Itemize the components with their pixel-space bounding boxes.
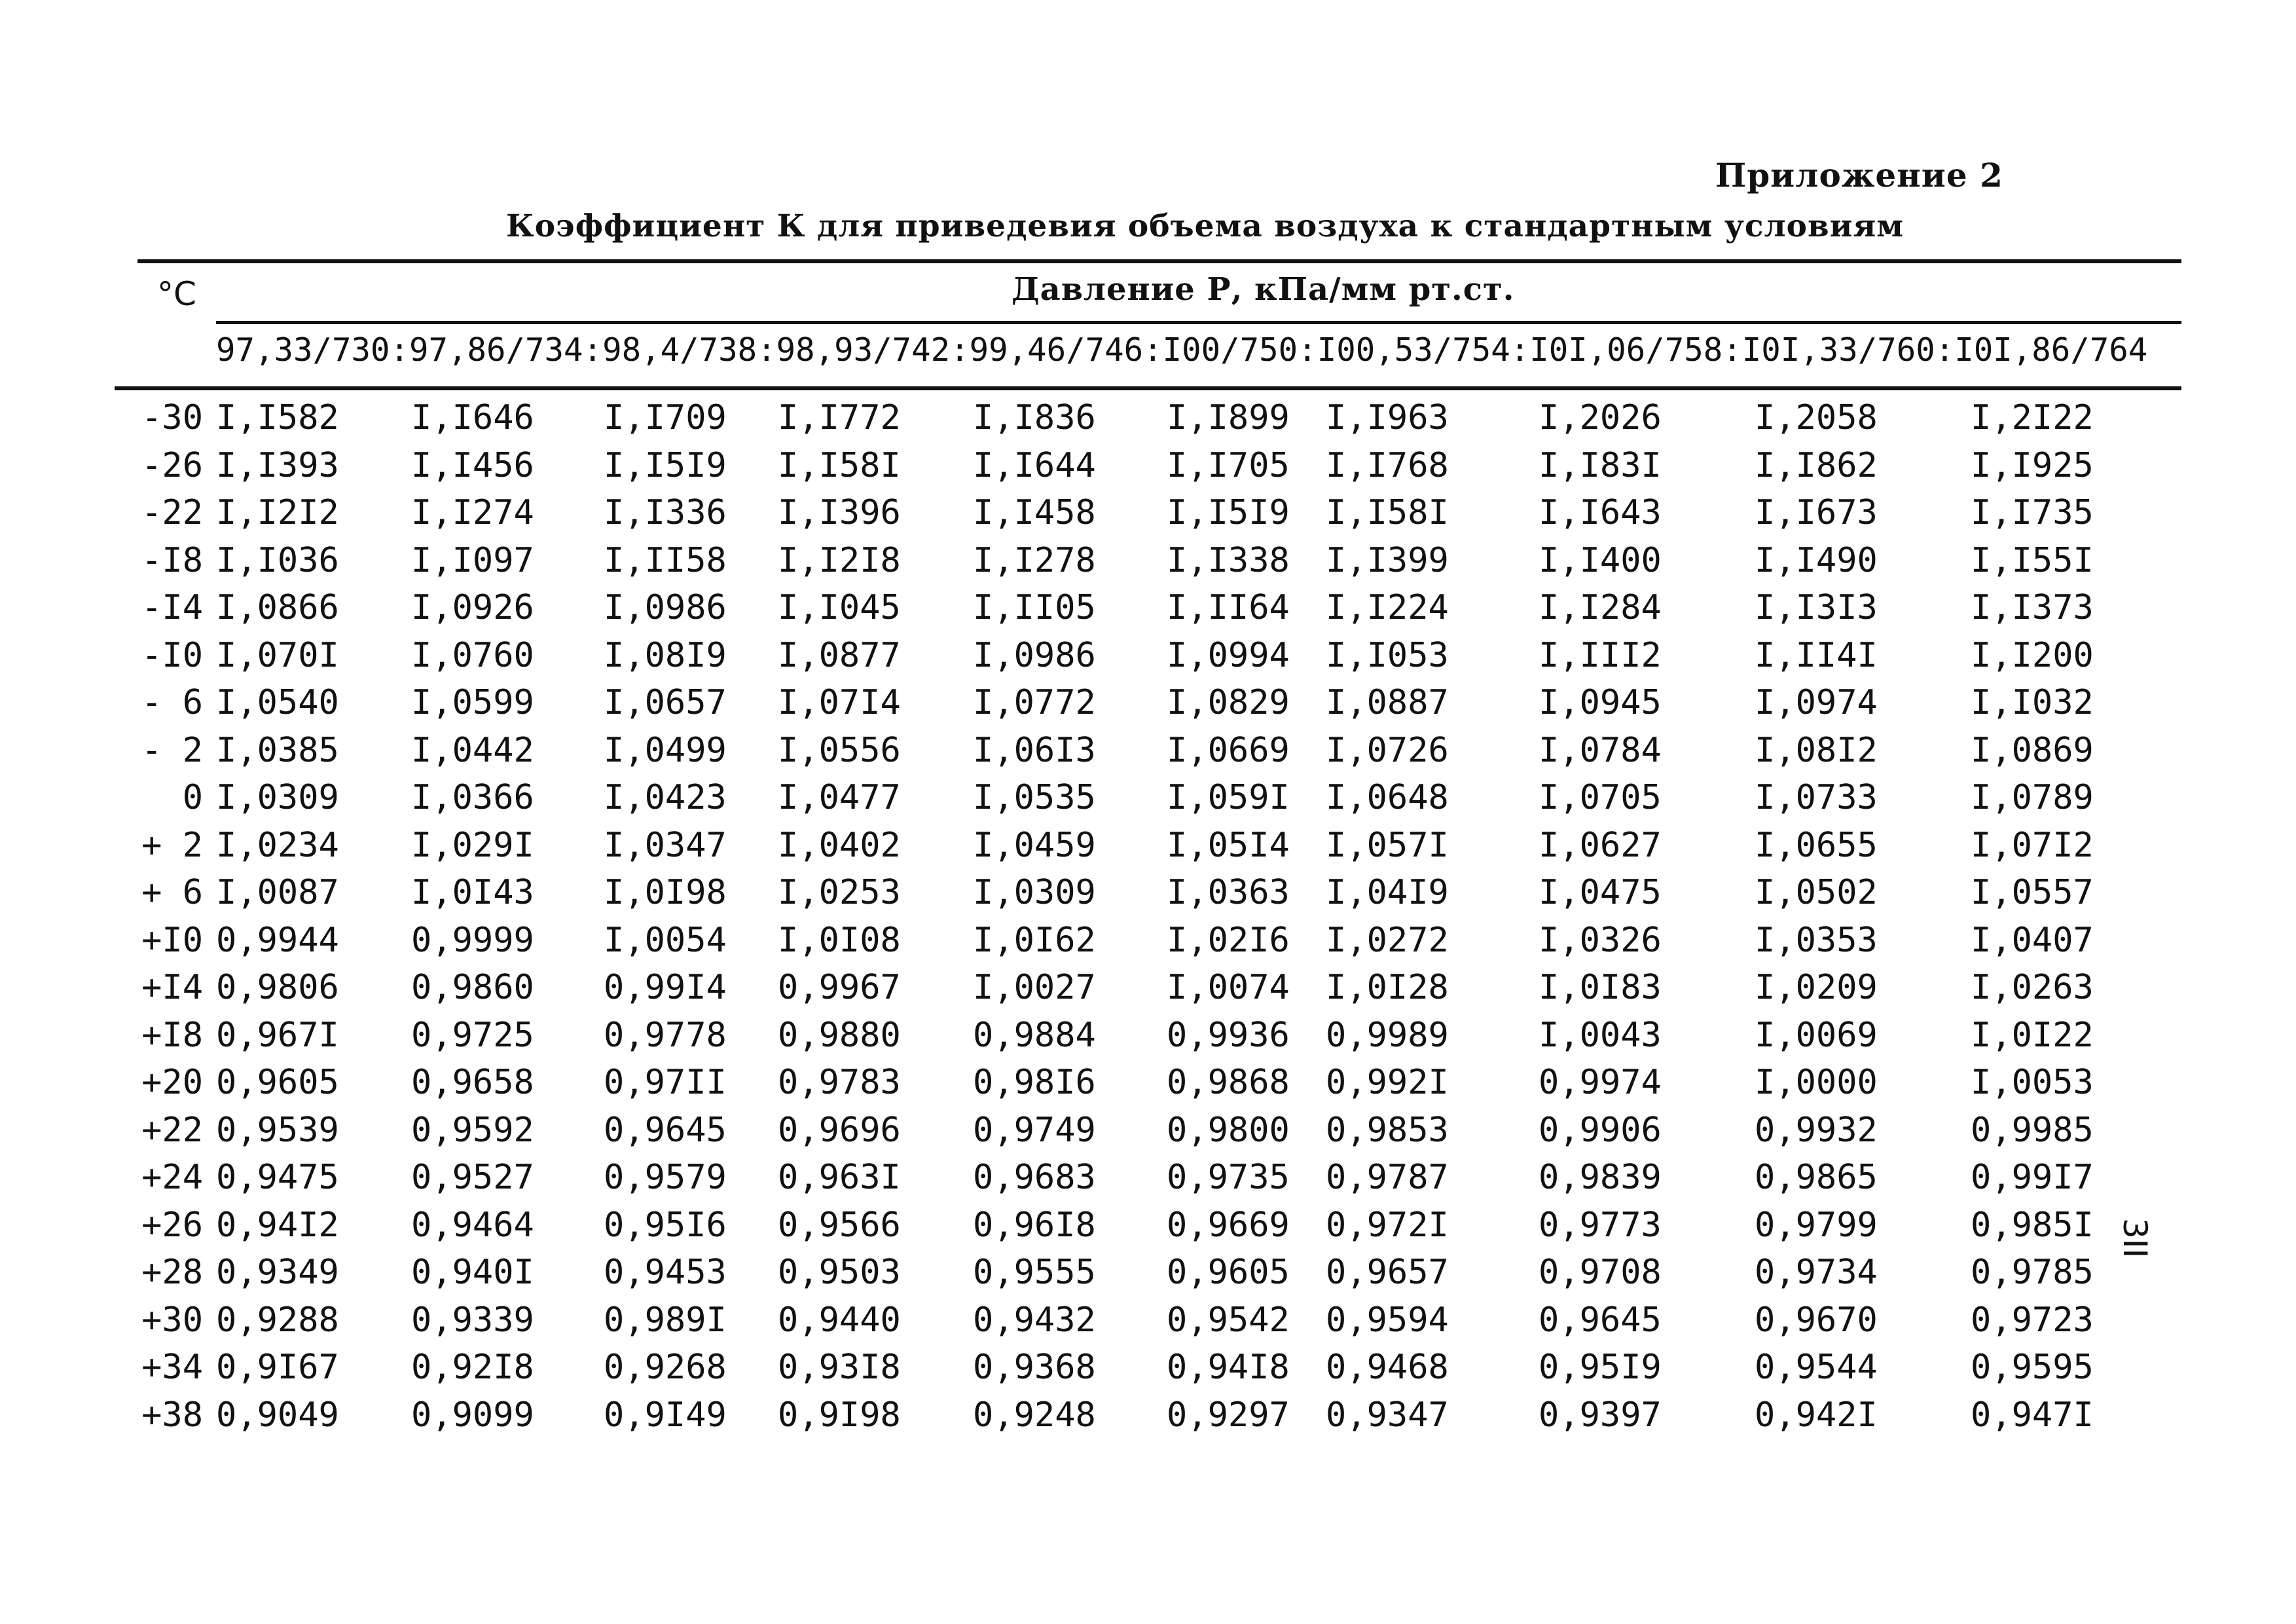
- coefficient-cell: 0,9566: [778, 1205, 901, 1245]
- coefficient-cell: 0,9785: [1971, 1253, 2094, 1292]
- coefficient-cell: I,I400: [1539, 540, 1662, 580]
- column-separator: :: [583, 331, 603, 369]
- coefficient-cell: I,0772: [973, 683, 1096, 722]
- pressure-column-9: I0I,86/764: [1954, 331, 2148, 369]
- temperature-cell: -30: [141, 398, 203, 437]
- temperature-unit-header: [157, 275, 196, 313]
- coefficient-cell: I,0669: [1167, 730, 1290, 770]
- coefficient-cell: I,I2I2: [216, 493, 339, 532]
- top-rule: [137, 259, 2181, 263]
- coefficient-cell: 0,9I98: [778, 1395, 901, 1435]
- coefficient-cell: I,2026: [1539, 398, 1662, 437]
- coefficient-cell: 0,96I8: [973, 1205, 1096, 1245]
- coefficient-cell: 0,9I67: [216, 1348, 339, 1387]
- coefficient-cell: I,I709: [604, 398, 727, 437]
- coefficient-cell: 0,9527: [411, 1158, 534, 1197]
- coefficient-cell: 0,9749: [973, 1110, 1096, 1150]
- coefficient-cell: I,I644: [973, 445, 1096, 485]
- coefficient-cell: 0,93I8: [778, 1348, 901, 1387]
- coefficient-cell: 0,992I: [1326, 1063, 1449, 1102]
- table-row: [0, 968, 2296, 1015]
- coefficient-cell: 0,9268: [604, 1348, 727, 1387]
- coefficient-cell: I,0599: [411, 683, 534, 722]
- coefficient-cell: I,0994: [1167, 635, 1290, 675]
- coefficient-cell: 0,9799: [1755, 1205, 1878, 1245]
- pressure-column-4: 99,46/746: [969, 331, 1144, 369]
- coefficient-cell: I,I373: [1971, 588, 2094, 627]
- coefficient-cell: I,I646: [411, 398, 534, 437]
- pressure-column-5: I00/750: [1162, 331, 1298, 369]
- table-row: [0, 1158, 2296, 1205]
- coefficient-cell: I,I393: [216, 445, 339, 485]
- temperature-cell: -26: [141, 445, 203, 485]
- table-row: [0, 636, 2296, 683]
- coefficient-cell: 0,94I8: [1167, 1348, 1290, 1387]
- coefficient-cell: I,0926: [411, 588, 534, 627]
- coefficient-cell: I,I58I: [1326, 493, 1449, 532]
- coefficient-cell: 0,9594: [1326, 1300, 1449, 1340]
- coefficient-cell: 0,9555: [973, 1253, 1096, 1292]
- coefficient-cell: 0,95I9: [1539, 1348, 1662, 1387]
- coefficient-cell: I,0I28: [1326, 968, 1449, 1007]
- coefficient-cell: 0,972I: [1326, 1205, 1449, 1245]
- coefficient-cell: I,0309: [973, 873, 1096, 912]
- column-separator: :: [1143, 331, 1163, 369]
- coefficient-cell: I,I032: [1971, 683, 2094, 722]
- coefficient-cell: I,I772: [778, 398, 901, 437]
- table-row: [0, 778, 2296, 825]
- column-separator: :: [950, 331, 970, 369]
- table-row: [0, 588, 2296, 635]
- coefficient-cell: 0,9989: [1326, 1015, 1449, 1055]
- coefficient-cell: 0,9645: [1539, 1300, 1662, 1340]
- coefficient-cell: I,I458: [973, 493, 1096, 532]
- coefficient-cell: 0,9936: [1167, 1015, 1290, 1055]
- coefficient-cell: I,0234: [216, 825, 339, 865]
- coefficient-cell: I,I899: [1167, 398, 1290, 437]
- coefficient-cell: I,0733: [1755, 778, 1878, 817]
- coefficient-cell: I,I705: [1167, 445, 1290, 485]
- coefficient-cell: I,I456: [411, 445, 534, 485]
- coefficient-cell: 0,94I2: [216, 1205, 339, 1245]
- coefficient-cell: I,0407: [1971, 920, 2094, 960]
- coefficient-cell: I,0043: [1539, 1015, 1662, 1055]
- temperature-cell: + 2: [141, 825, 203, 865]
- coefficient-cell: 0,9544: [1755, 1348, 1878, 1387]
- pressure-columns-header: [216, 331, 2174, 369]
- pressure-column-0: 97,33/730: [216, 331, 390, 369]
- temperature-cell: +26: [141, 1205, 203, 1245]
- coefficient-cell: I,I83I: [1539, 445, 1662, 485]
- temperature-cell: +34: [141, 1348, 203, 1387]
- coefficient-cell: I,I097: [411, 540, 534, 580]
- coefficient-cell: 0,9696: [778, 1110, 901, 1150]
- coefficient-cell: 0,9542: [1167, 1300, 1290, 1340]
- temperature-unit-text: °C: [157, 275, 196, 313]
- coefficient-cell: I,08I2: [1755, 730, 1878, 770]
- coefficient-cell: 0,9539: [216, 1110, 339, 1150]
- pressure-column-2: 98,4/738: [602, 331, 757, 369]
- coefficient-cell: 0,9288: [216, 1300, 339, 1340]
- coefficient-cell: I,I399: [1326, 540, 1449, 580]
- coefficient-cell: I,0402: [778, 825, 901, 865]
- coefficient-cell: I,I925: [1971, 445, 2094, 485]
- coefficient-cell: I,0657: [604, 683, 727, 722]
- coefficient-cell: 0,9839: [1539, 1158, 1662, 1197]
- coefficient-cell: 0,9783: [778, 1063, 901, 1102]
- coefficient-cell: I,0655: [1755, 825, 1878, 865]
- coefficient-cell: 0,9865: [1755, 1158, 1878, 1197]
- coefficient-cell: 0,9974: [1539, 1063, 1662, 1102]
- table-row: [0, 1348, 2296, 1395]
- coefficient-cell: 0,92I8: [411, 1348, 534, 1387]
- coefficient-cell: 0,9725: [411, 1015, 534, 1055]
- coefficient-cell: I,I836: [973, 398, 1096, 437]
- coefficient-cell: I,0556: [778, 730, 901, 770]
- coefficient-cell: 0,940I: [411, 1253, 534, 1292]
- coefficient-cell: I,0000: [1755, 1063, 1878, 1102]
- temperature-cell: +28: [141, 1253, 203, 1292]
- coefficient-cell: 0,9595: [1971, 1348, 2094, 1387]
- coefficient-cell: I,059I: [1167, 778, 1290, 817]
- coefficient-cell: I,I58I: [778, 445, 901, 485]
- table-row: [0, 683, 2296, 730]
- coefficient-cell: 0,9985: [1971, 1110, 2094, 1150]
- coefficient-cell: 0,9658: [411, 1063, 534, 1102]
- coefficient-cell: I,2058: [1755, 398, 1878, 437]
- temperature-cell: +22: [141, 1110, 203, 1150]
- coefficient-cell: I,I278: [973, 540, 1096, 580]
- table-row: [0, 446, 2296, 493]
- coefficient-cell: I,0309: [216, 778, 339, 817]
- table-row: [0, 1301, 2296, 1348]
- coefficient-cell: 0,9440: [778, 1300, 901, 1340]
- coefficient-cell: 0,9503: [778, 1253, 901, 1292]
- coefficient-cell: 0,9884: [973, 1015, 1096, 1055]
- coefficient-cell: I,0209: [1755, 968, 1878, 1007]
- column-separator: :: [1935, 331, 1955, 369]
- column-separator: :: [1510, 331, 1530, 369]
- coefficient-cell: I,0353: [1755, 920, 1878, 960]
- coefficient-cell: I,0760: [411, 635, 534, 675]
- temperature-cell: -22: [141, 493, 203, 532]
- coefficient-cell: I,0459: [973, 825, 1096, 865]
- coefficient-cell: I,I053: [1326, 635, 1449, 675]
- table-row: [0, 1016, 2296, 1063]
- coefficient-cell: I,0974: [1755, 683, 1878, 722]
- coefficient-cell: 0,9860: [411, 968, 534, 1007]
- coefficient-cell: I,I396: [778, 493, 901, 532]
- coefficient-cell: I,057I: [1326, 825, 1449, 865]
- coefficient-cell: I,0054: [604, 920, 727, 960]
- coefficient-cell: I,I3I3: [1755, 588, 1878, 627]
- table-row: [0, 826, 2296, 873]
- table-row: [0, 921, 2296, 968]
- pressure-column-7: I0I,06/758: [1529, 331, 1723, 369]
- coefficient-cell: I,I582: [216, 398, 339, 437]
- table-row: [0, 541, 2296, 588]
- temperature-cell: - 2: [141, 730, 203, 770]
- coefficient-cell: I,0557: [1971, 873, 2094, 912]
- coefficient-cell: 0,9453: [604, 1253, 727, 1292]
- coefficient-cell: I,0986: [604, 588, 727, 627]
- coefficient-cell: 0,9099: [411, 1395, 534, 1435]
- coefficient-cell: 0,9723: [1971, 1300, 2094, 1340]
- coefficient-cell: I,07I2: [1971, 825, 2094, 865]
- coefficient-cell: I,II64: [1167, 588, 1290, 627]
- coefficient-cell: I,0535: [973, 778, 1096, 817]
- coefficient-cell: I,2I22: [1971, 398, 2094, 437]
- coefficient-cell: I,0829: [1167, 683, 1290, 722]
- appendix-label: Приложение 2: [1715, 156, 2003, 194]
- coefficient-cell: I,0877: [778, 635, 901, 675]
- header-mid-rule: [216, 321, 2181, 324]
- column-separator: :: [757, 331, 776, 369]
- temperature-cell: +30: [141, 1300, 203, 1340]
- coefficient-cell: I,0385: [216, 730, 339, 770]
- pressure-header: Давление Р, кПа/мм рт.ст.: [1011, 271, 1515, 308]
- coefficient-cell: 0,99I7: [1971, 1158, 2094, 1197]
- coefficient-cell: I,0477: [778, 778, 901, 817]
- coefficient-cell: I,0540: [216, 683, 339, 722]
- coefficient-cell: 0,989I: [604, 1300, 727, 1340]
- coefficient-cell: I,III2: [1539, 635, 1662, 675]
- coefficient-cell: 0,9432: [973, 1300, 1096, 1340]
- coefficient-cell: I,II05: [973, 588, 1096, 627]
- coefficient-cell: I,I336: [604, 493, 727, 532]
- coefficient-cell: 0,9734: [1755, 1253, 1878, 1292]
- coefficient-cell: 0,98I6: [973, 1063, 1096, 1102]
- coefficient-cell: I,0263: [1971, 968, 2094, 1007]
- coefficient-cell: I,I490: [1755, 540, 1878, 580]
- coefficient-cell: 0,9049: [216, 1395, 339, 1435]
- coefficient-cell: 0,9906: [1539, 1110, 1662, 1150]
- coefficient-cell: 0,9349: [216, 1253, 339, 1292]
- coefficient-cell: I,06I3: [973, 730, 1096, 770]
- coefficient-cell: I,04I9: [1326, 873, 1449, 912]
- table-row: [0, 1395, 2296, 1443]
- coefficient-cell: I,0784: [1539, 730, 1662, 770]
- coefficient-cell: 0,9592: [411, 1110, 534, 1150]
- coefficient-cell: 0,9806: [216, 968, 339, 1007]
- coefficient-cell: I,I274: [411, 493, 534, 532]
- coefficient-cell: 0,9464: [411, 1205, 534, 1245]
- coefficient-cell: I,02I6: [1167, 920, 1290, 960]
- temperature-cell: +38: [141, 1395, 203, 1435]
- coefficient-cell: 0,9657: [1326, 1253, 1449, 1292]
- pressure-column-8: I0I,33/760: [1741, 331, 1935, 369]
- coefficient-cell: 0,9868: [1167, 1063, 1290, 1102]
- temperature-cell: + 6: [141, 873, 203, 912]
- page-number: 3II: [2116, 1218, 2154, 1259]
- coefficient-cell: 0,9708: [1539, 1253, 1662, 1292]
- coefficient-cell: I,0627: [1539, 825, 1662, 865]
- coefficient-cell: I,I2I8: [778, 540, 901, 580]
- coefficient-cell: 0,9605: [1167, 1253, 1290, 1292]
- coefficient-cell: I,0I43: [411, 873, 534, 912]
- coefficient-cell: 0,97II: [604, 1063, 727, 1102]
- coefficient-cell: 0,9339: [411, 1300, 534, 1340]
- temperature-cell: -I4: [141, 588, 203, 627]
- coefficient-cell: I,0363: [1167, 873, 1290, 912]
- coefficient-cell: 0,9683: [973, 1158, 1096, 1197]
- coefficient-cell: I,0053: [1971, 1063, 2094, 1102]
- coefficient-cell: I,II4I: [1755, 635, 1878, 675]
- coefficient-cell: I,0253: [778, 873, 901, 912]
- coefficient-cell: I,II58: [604, 540, 727, 580]
- coefficient-cell: I,I284: [1539, 588, 1662, 627]
- coefficient-cell: I,I963: [1326, 398, 1449, 437]
- coefficient-cell: 0,9I49: [604, 1395, 727, 1435]
- table-row: [0, 1206, 2296, 1253]
- coefficient-cell: 0,9999: [411, 920, 534, 960]
- column-separator: :: [1298, 331, 1317, 369]
- coefficient-cell: I,0I22: [1971, 1015, 2094, 1055]
- coefficient-cell: 0,9468: [1326, 1348, 1449, 1387]
- coefficient-cell: 0,985I: [1971, 1205, 2094, 1245]
- coefficient-cell: I,0866: [216, 588, 339, 627]
- coefficient-cell: 0,9880: [778, 1015, 901, 1055]
- temperature-cell: 0: [182, 778, 203, 817]
- coefficient-cell: 0,9368: [973, 1348, 1096, 1387]
- coefficient-cell: I,0475: [1539, 873, 1662, 912]
- coefficient-cell: 0,9248: [973, 1395, 1096, 1435]
- coefficient-cell: 0,9579: [604, 1158, 727, 1197]
- coefficient-cell: I,0366: [411, 778, 534, 817]
- table-row: [0, 873, 2296, 920]
- coefficient-cell: I,I338: [1167, 540, 1290, 580]
- coefficient-cell: I,0789: [1971, 778, 2094, 817]
- coefficient-cell: I,I643: [1539, 493, 1662, 532]
- coefficient-cell: I,0945: [1539, 683, 1662, 722]
- table-row: [0, 731, 2296, 778]
- column-separator: :: [390, 331, 410, 369]
- coefficient-cell: I,0272: [1326, 920, 1449, 960]
- temperature-cell: - 6: [141, 683, 203, 722]
- coefficient-cell: I,0I62: [973, 920, 1096, 960]
- coefficient-cell: 0,9297: [1167, 1395, 1290, 1435]
- coefficient-cell: I,0705: [1539, 778, 1662, 817]
- pressure-column-1: 97,86/734: [409, 331, 583, 369]
- coefficient-cell: I,0I08: [778, 920, 901, 960]
- coefficient-cell: I,I5I9: [604, 445, 727, 485]
- coefficient-cell: 0,9670: [1755, 1300, 1878, 1340]
- coefficient-cell: 0,9605: [216, 1063, 339, 1102]
- coefficient-cell: 0,9669: [1167, 1205, 1290, 1245]
- table-row: [0, 493, 2296, 540]
- temperature-cell: +24: [141, 1158, 203, 1197]
- coefficient-cell: I,0648: [1326, 778, 1449, 817]
- coefficient-cell: I,0074: [1167, 968, 1290, 1007]
- coefficient-cell: 0,947I: [1971, 1395, 2094, 1435]
- coefficient-cell: I,0726: [1326, 730, 1449, 770]
- coefficient-cell: I,I735: [1971, 493, 2094, 532]
- coefficient-cell: 0,9932: [1755, 1110, 1878, 1150]
- coefficient-cell: I,070I: [216, 635, 339, 675]
- coefficient-cell: 0,9735: [1167, 1158, 1290, 1197]
- coefficient-cell: I,0027: [973, 968, 1096, 1007]
- header-bottom-rule: [115, 386, 2181, 390]
- pressure-column-6: I00,53/754: [1317, 331, 1510, 369]
- temperature-cell: -I8: [141, 540, 203, 580]
- coefficient-cell: I,I224: [1326, 588, 1449, 627]
- coefficient-cell: I,0887: [1326, 683, 1449, 722]
- coefficient-cell: I,0502: [1755, 873, 1878, 912]
- coefficient-cell: 0,967I: [216, 1015, 339, 1055]
- coefficient-cell: I,I5I9: [1167, 493, 1290, 532]
- temperature-cell: +20: [141, 1063, 203, 1102]
- coefficient-cell: I,I862: [1755, 445, 1878, 485]
- temperature-cell: +I4: [141, 968, 203, 1007]
- column-separator: :: [1722, 331, 1742, 369]
- table-row: [0, 1253, 2296, 1300]
- coefficient-cell: 0,963I: [778, 1158, 901, 1197]
- temperature-cell: +I8: [141, 1015, 203, 1055]
- coefficient-cell: 0,9944: [216, 920, 339, 960]
- coefficient-cell: I,0326: [1539, 920, 1662, 960]
- table-row: [0, 1063, 2296, 1110]
- table-caption: Коэффициент К для приведевия объема воздуха к стандартным условиям: [506, 208, 1904, 244]
- coefficient-cell: I,05I4: [1167, 825, 1290, 865]
- coefficient-cell: I,I673: [1755, 493, 1878, 532]
- coefficient-cell: 0,99I4: [604, 968, 727, 1007]
- coefficient-cell: I,0I83: [1539, 968, 1662, 1007]
- coefficient-cell: 0,942I: [1755, 1395, 1878, 1435]
- coefficient-cell: 0,9778: [604, 1015, 727, 1055]
- coefficient-cell: 0,9853: [1326, 1110, 1449, 1150]
- coefficient-cell: 0,9787: [1326, 1158, 1449, 1197]
- coefficient-cell: I,0869: [1971, 730, 2094, 770]
- coefficient-cell: 0,95I6: [604, 1205, 727, 1245]
- coefficient-cell: 0,9773: [1539, 1205, 1662, 1245]
- coefficient-cell: I,0423: [604, 778, 727, 817]
- coefficient-cell: I,I045: [778, 588, 901, 627]
- coefficient-cell: I,0442: [411, 730, 534, 770]
- coefficient-cell: I,0347: [604, 825, 727, 865]
- coefficient-cell: I,0986: [973, 635, 1096, 675]
- coefficient-cell: 0,9475: [216, 1158, 339, 1197]
- coefficient-cell: 0,9347: [1326, 1395, 1449, 1435]
- coefficient-cell: I,07I4: [778, 683, 901, 722]
- coefficient-cell: 0,9967: [778, 968, 901, 1007]
- pressure-column-3: 98,93/742: [776, 331, 951, 369]
- coefficient-cell: 0,9397: [1539, 1395, 1662, 1435]
- coefficient-cell: I,08I9: [604, 635, 727, 675]
- table-row: [0, 1111, 2296, 1158]
- coefficient-cell: 0,9645: [604, 1110, 727, 1150]
- table-row: [0, 398, 2296, 445]
- coefficient-cell: I,I036: [216, 540, 339, 580]
- coefficient-cell: I,I200: [1971, 635, 2094, 675]
- temperature-cell: +I0: [141, 920, 203, 960]
- coefficient-cell: I,0I98: [604, 873, 727, 912]
- coefficient-cell: I,I768: [1326, 445, 1449, 485]
- coefficient-cell: 0,9800: [1167, 1110, 1290, 1150]
- temperature-cell: -I0: [141, 635, 203, 675]
- coefficient-cell: I,0069: [1755, 1015, 1878, 1055]
- coefficient-cell: I,029I: [411, 825, 534, 865]
- coefficient-cell: I,0499: [604, 730, 727, 770]
- coefficient-cell: I,I55I: [1971, 540, 2094, 580]
- coefficient-cell: I,0087: [216, 873, 339, 912]
